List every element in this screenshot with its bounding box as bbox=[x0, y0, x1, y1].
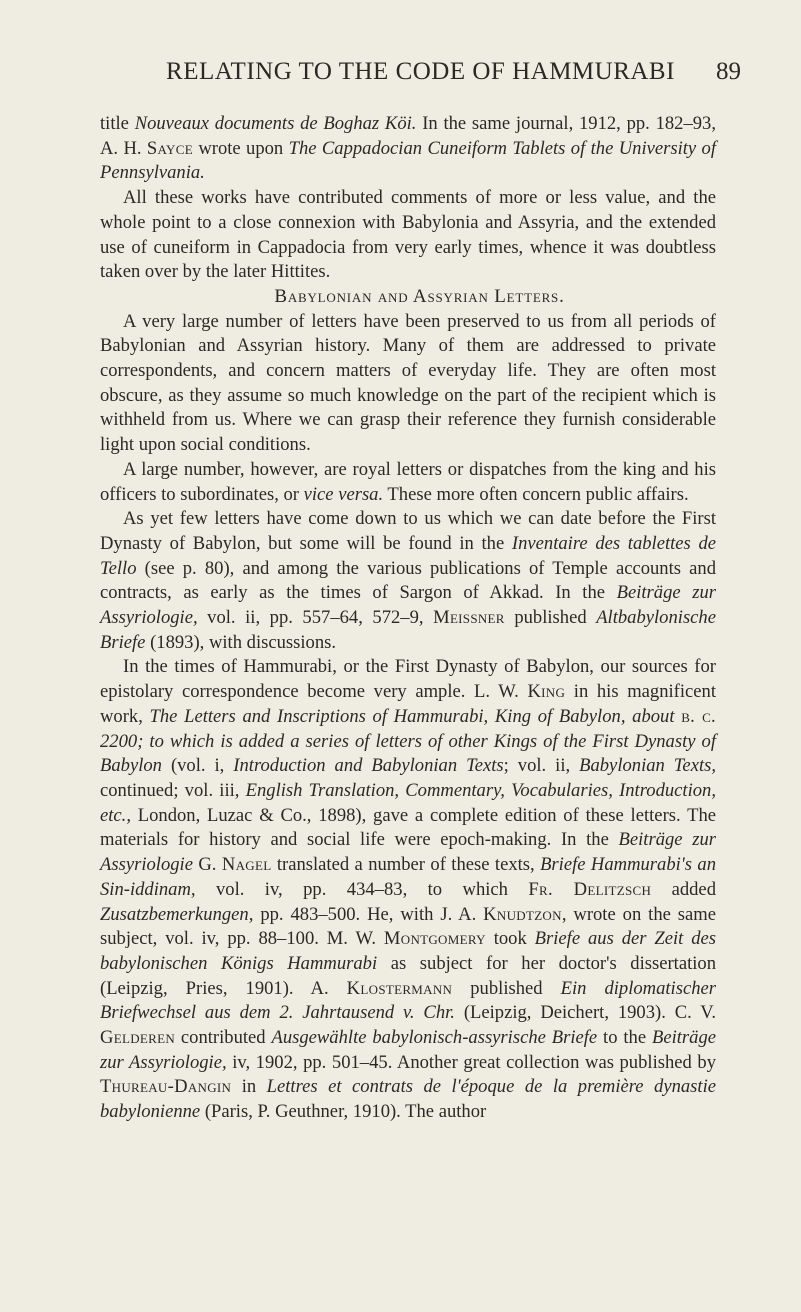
italic-text: Briefe Hammurabi's an Sin-iddinam, bbox=[100, 854, 716, 900]
paragraph-hammurabi-letters: In the times of Hammurabi, or the First Dynasty of Babylon, our sources for epistolary correspondence become very ample. L. W. King in his magnificent work, The Letters and Inscriptions of Hammurabi, King of Babylon, about b. c. 2200; to which is added a series of letters of other Kings of the First Dynasty of Babylon (vol. i, Introduction and Babylonian Texts; vol. ii, Babylonian Texts, continued; vol. iii, English Translation, Commentary, Vocabularies, Introduction, etc., London, Luzac & Co., 1898), gave a complete edition of these letters. The materials for history and social life were epoch-making. In the Beiträge zur Assyriologie G. Nagel translated a number of these texts, Briefe Hammurabi's an Sin-iddinam, vol. iv, pp. 434–83, to which Fr. Delitzsch added Zusatzbemerkungen, pp. 483–500. He, with J. A. Knudtzon, wrote on the same subject, vol. iv, pp. 88–100. M. W. Montgomery took Briefe aus der Zeit des babylonischen Königs Hammurabi as subject for her doctor's dissertation (Leipzig, Pries, 1901). A. Klostermann published Ein diplomatischer Briefwechsel aus dem 2. Jahrtausend v. Chr. (Leipzig, Deichert, 1903). C. V. Gelderen contributed Ausgewählte babylonisch-assyrische Briefe to the Beiträge zur Assyriologie, iv, 1902, pp. 501–45. Another great collection was published by Thureau-Dangin in Lettres et contrats de l'époque de la première dynastie babylonienne (Paris, P. Geuthner, 1910). The author bbox=[100, 656, 717, 1123]
small-caps-name: Meissner bbox=[433, 607, 505, 629]
italic-text: The Letters and Inscriptions of Hammurabi, King of Babylon, about bbox=[149, 705, 682, 727]
paragraph-letters-intro: A very large number of letters have been preserved to us from all periods of Babylonian and Assyrian history. Many of them are addressed to private correspondents, and concern matters of everyday life. They are often most obscure, as they assume so much knowledge on the part of the recipient which is withheld from us. Where we can grasp their reference they furnish considerable light upon social conditions. bbox=[100, 310, 716, 456]
small-caps-name: Gelderen bbox=[100, 1027, 176, 1049]
small-caps-name: b. c. bbox=[681, 705, 717, 727]
italic-text: Beiträge zur Assyriologie, bbox=[100, 582, 716, 629]
italic-text: Altbabylonische Briefe bbox=[100, 607, 716, 653]
italic-text: Briefe aus der Zeit des babylonischen Königs Hammurabi bbox=[100, 928, 716, 974]
small-caps-name: Fr. Delitzsch bbox=[528, 878, 652, 900]
italic-text: Lettres et contrats de l'époque de la première dynastie babylonienne bbox=[100, 1076, 716, 1123]
italic-text: Babylonian Texts, bbox=[579, 755, 716, 777]
small-caps-name: Sayce bbox=[146, 137, 193, 159]
paragraph-continuation: title Nouveaux documents de Boghaz Köi. In the same journal, 1912, pp. 182–93, A. H. Sayce wrote upon The Cappadocian Cuneiform Tablets of the University of Pennsylvania. bbox=[100, 113, 717, 184]
italic-text: Ausgewählte babylonisch-assyrische Briefe bbox=[271, 1027, 598, 1049]
italic-text: Nouveaux documents de Boghaz Köi. bbox=[134, 113, 417, 134]
italic-text: Zusatzbemerkungen, bbox=[100, 903, 254, 925]
paragraph-works-summary: All these works have contributed comments of more or less value, and the whole point to a close connexion with Babylonia and Assyria, and the extended use of cuneiform in Cappadocia from very early times, whence it was doubtless taken over by the later Hittites. bbox=[100, 187, 716, 283]
small-caps-name: Klostermann bbox=[346, 977, 453, 999]
body-text bbox=[100, 112, 716, 1125]
italic-text: Introduction and Babylonian Texts bbox=[233, 755, 504, 777]
italic-text: 2200; to which is added a series of letters of other Kings of the First Dynasty of Babylon bbox=[100, 730, 716, 777]
italic-text: Ein diplomatischer Briefwechsel aus dem 2. Jahrtausend v. Chr. bbox=[100, 977, 716, 1024]
small-caps-name: Nagel bbox=[221, 854, 272, 876]
small-caps-name: Montgomery bbox=[383, 928, 486, 950]
italic-text: English Translation, Commentary, Vocabularies, Introduction, etc., bbox=[100, 779, 716, 826]
italic-text: The Cappadocian Cuneiform Tablets of the University of Pennsylvania. bbox=[100, 137, 717, 184]
running-title: RELATING TO THE CODE OF HAMMURABI bbox=[166, 58, 675, 85]
small-caps-name: Knudtzon bbox=[483, 903, 562, 925]
italic-text: vice versa. bbox=[303, 483, 384, 505]
small-caps-name: Thureau-Dangin bbox=[100, 1076, 232, 1098]
section-heading: Babylonian and Assyrian Letters. bbox=[274, 285, 565, 307]
italic-text: Beiträge zur Assyriologie, bbox=[100, 1027, 716, 1073]
small-caps-name: King bbox=[527, 681, 566, 703]
page-number: 89 bbox=[716, 58, 741, 85]
italic-text: Beiträge zur Assyriologie bbox=[100, 829, 716, 876]
running-header bbox=[100, 58, 741, 92]
paragraph-royal-letters: A large number, however, are royal letters or dispatches from the king and his officers to subordinates, or vice versa. These more often concern public affairs. bbox=[100, 458, 716, 505]
paragraph-early-letters: As yet few letters have come down to us which we can date before the First Dynasty of Babylon, but some will be found in the Inventaire des tablettes de Tello (see p. 80), and among the various publications of Temple accounts and contracts, as early as the times of Sargon of Akkad. In the Beiträge zur Assyriologie, vol. ii, pp. 557–64, 572–9, Meissner published Altbabylonische Briefe (1893), with discussions. bbox=[100, 508, 716, 653]
italic-text: Inventaire des tablettes de Tello bbox=[100, 532, 716, 579]
